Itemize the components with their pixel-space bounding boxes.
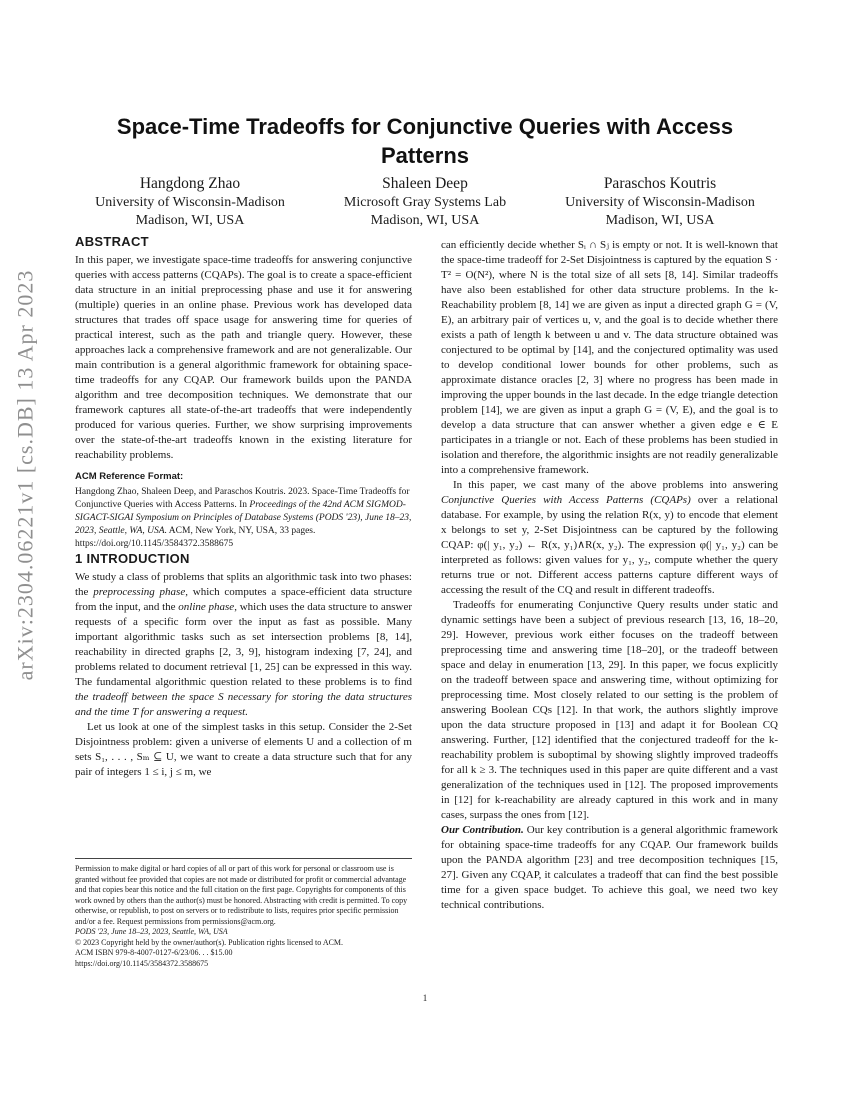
author-2 <box>310 174 540 230</box>
intro-paragraph-1 <box>75 570 412 720</box>
abstract-heading: ABSTRACT <box>75 234 149 249</box>
footnote-isbn: ACM ISBN 979-8-4007-0127-6/23/06. . . $15.00 <box>75 948 233 957</box>
intro-p1-preprocessing-phase: preprocessing phase <box>93 586 186 598</box>
abstract-text: In this paper, we investigate space-time tradeoffs for answering conjunctive queries with access patterns (CQAPs). The goal is to create a space-efficient data structure in an initial preprocessing phase and use it for answering (multiple) queries in an online phase. Previous work has developed data structures that trades off space usage for answering time for queries of practical interest, such as the path and triangle query. However, these approaches lack a comprehensive framework and are not generalizable. Our main contribution is a general algorithmic framework for obtaining space-time tradeoffs for any CQAP. Our framework builds upon the PANDA algorithm and tree decomposition techniques. We demonstrate that our framework captures all state-of-the-art tradeoffs that were independently produced for various queries. Further, we show surprising improvements over the state-of-the-art tradeoffs known in the existing literature for reachability problems. <box>75 254 412 461</box>
acm-reference-venue: Proceedings of the 42nd ACM SIGMOD-SIGACT-SIGAI Symposium on Principles of Database Systems (PODS '23), June 18–23, 2023, Seattle, WA, USA. <box>75 500 412 536</box>
our-contribution-text: Our key contribution is a general algorithmic framework for obtaining space-time tradeoffs for any CQAP. Our framework builds upon the PANDA algorithm [23] and tree decomposition techniques [15, 27]. Given any CQAP, it calculates a tradeoff that can find the best possible time for a given space budget. To achieve this goal, we need two key technical contributions. <box>441 824 778 911</box>
author-name: Shaleen Deep <box>382 175 468 192</box>
arxiv-identifier-text: arXiv:2304.06221v1 [cs.DB] 13 Apr 2023 <box>12 269 37 681</box>
intro-p4-text-b: over a relational database. For example, by using the relation R(x, y) to encode that element x belongs to set y, 2-Set Disjointness can be captured by the following CQAP: φ(| y₁, y₂) ← R(x, y₁)∧R(x, y₂). The expression φ(| y₁, y₂) can be interpreted as follows: given values for y₁, y₂, compute whether the query returns true or not. Different access patterns capture different ways of accessing the result of the CQ and result in different tradeoffs. <box>441 494 778 596</box>
intro-p4-cqap-term: Conjunctive Queries with Access Patterns (CQAPs) <box>441 494 691 506</box>
intro-p1-online-phase: online phase <box>178 601 235 613</box>
permission-text: Permission to make digital or hard copies of all or part of this work for personal or classroom use is granted without fee provided that copies are not made or distributed for profit or commercial advantage and that copies bear this notice and the full citation on the first page. Copyrights for components of this work owned by others than the author(s) must be honored. Abstracting with credit is permitted. To copy otherwise, or republish, to post on servers or to redistribute to lists, requires prior specific permission and/or a fee. Request permissions from permissions@acm.org. <box>75 864 408 926</box>
intro-p1-tradeoff: the tradeoff between the space S necessary for storing the data structures and the time T for answering a request. <box>75 691 412 718</box>
acm-reference-heading: ACM Reference Format: <box>75 471 184 482</box>
intro-paragraph-3: can efficiently decide whether Sᵢ ∩ Sⱼ is empty or not. It is well-known that the space-time tradeoff for 2-Set Disjointness is captured by the equation S · T² = O(N²), where N is the total size of all sets [8, 14]. Similar tradeoffs have also been established for other data structure problems. In the k-Reachability problem [8, 14] we are given as input a directed graph G = (V, E), an arbitrary pair of vertices u, v, and the goal is to decide whether there exists a path of length k between u and v. The data structure obtained was conjectured to be optimal by [14], and the conjectured optimality was used to develop conditional lower bounds for other problems, such as approximate distance oracles [2, 3] where no progress has been made in improving the upper bounds in the last decade. In the edge triangle detection problem [14], we are given as input a graph G = (V, E), and the goal is to develop a data structure that can answer whether a given edge e ∈ E participates in a triangle or not. Each of these problems has been studied in isolation and therefore, the algorithmic insights are not readily generalizable into a comprehensive framework. <box>441 239 778 476</box>
author-3 <box>545 174 775 230</box>
intro-paragraph-4 <box>441 478 778 598</box>
introduction-heading: 1 INTRODUCTION <box>75 551 190 566</box>
author-affiliation: Microsoft Gray Systems Lab <box>343 195 507 210</box>
author-location: Madison, WI, USA <box>135 213 245 228</box>
author-location: Madison, WI, USA <box>605 213 715 228</box>
arxiv-identifier-stamp <box>10 265 40 685</box>
intro-p4-text-a: In this paper, we cast many of the above problems into answering <box>453 479 778 491</box>
page-number: 1 <box>422 993 428 1003</box>
left-column <box>75 234 412 780</box>
author-name: Hangdong Zhao <box>139 175 241 192</box>
footnote-venue-text: PODS '23, June 18–23, 2023, Seattle, WA, USA <box>75 927 228 936</box>
intro-paragraph-5: Tradeoffs for enumerating Conjunctive Query results under static and dynamic settings have been a subject of previous research [13, 16, 18–20, 29]. However, previous work either focuses on the tradeoff between preprocessing time and answering time [18–20], or the tradeoff between space and delay in enumeration [13, 29]. In this paper, we focus explicitly on the tradeoff between space and answering time, without optimizing for preprocessing time. Most closely related to our setting is the problem of answering Boolean CQs [12]. In that work, the authors slightly improve upon the data structure proposed in [13] and adapt it for Boolean CQ answering. Further, [12] identified that the conjectured tradeoff for the k-reachability problem is suboptimal by showing slightly improved tradeoffs for all k ≥ 3. The techniques used in this paper are quite different and a vast generalization of the techniques used in [12]. The proposed improvements in [12] for k-reachability are already captured in this work and in many cases, surpass the ones from [12]. <box>441 599 778 821</box>
intro-paragraph-2: Let us look at one of the simplest tasks in this setup. Consider the 2-Set Disjointness problem: given a universe of elements U and a collection of m sets S₁, . . . , Sₘ ⊆ U, we want to create a data structure such that for any pair of integers 1 ≤ i, j ≤ m, we <box>75 721 412 778</box>
acm-reference-text <box>75 486 412 551</box>
footnote-doi: https://doi.org/10.1145/3584372.3588675 <box>75 958 209 968</box>
author-block <box>75 174 775 230</box>
our-contribution-heading: Our Contribution. <box>441 824 524 836</box>
permission-footnote <box>75 858 412 969</box>
paper-title: Space-Time Tradeoffs for Conjunctive Queries with Access Patterns <box>116 114 734 168</box>
intro-p1-text-a: We study a class of problems that splits an algorithmic task into two phases: the <box>75 571 412 598</box>
author-1 <box>75 174 305 230</box>
intro-p1-text-c: , which uses the data structure to answer requests of a specific form over the input as fast as possible. Many important algorithmic tasks such as set intersection problems [8, 14], reachability in directed graphs [2, 3, 9], histogram indexing [7, 24], and problems related to document retrieval [1, 25] can be expressed in this way. The fundamental algorithmic question related to these problems is to find <box>75 601 412 688</box>
acm-reference-line2: ACM, New York, NY, USA, 33 pages. https://doi.org/10.1145/3584372.3588675 <box>75 526 316 549</box>
right-column <box>441 238 778 913</box>
acm-reference-line1: Hangdong Zhao, Shaleen Deep, and Paraschos Koutris. 2023. Space-Time Tradeoffs for Conjunctive Queries with Access Patterns. In <box>75 487 410 510</box>
footnote-copyright: © 2023 Copyright held by the owner/author(s). Publication rights licensed to ACM. <box>75 937 344 947</box>
our-contribution-paragraph <box>441 823 778 913</box>
author-affiliation: University of Wisconsin-Madison <box>565 195 755 210</box>
intro-p1-text-b: , which computes a space-efficient data structure from the input, and the <box>75 586 412 613</box>
author-affiliation: University of Wisconsin-Madison <box>95 195 285 210</box>
author-name: Paraschos Koutris <box>603 175 717 192</box>
author-location: Madison, WI, USA <box>370 213 480 228</box>
footnote-venue <box>75 927 412 938</box>
